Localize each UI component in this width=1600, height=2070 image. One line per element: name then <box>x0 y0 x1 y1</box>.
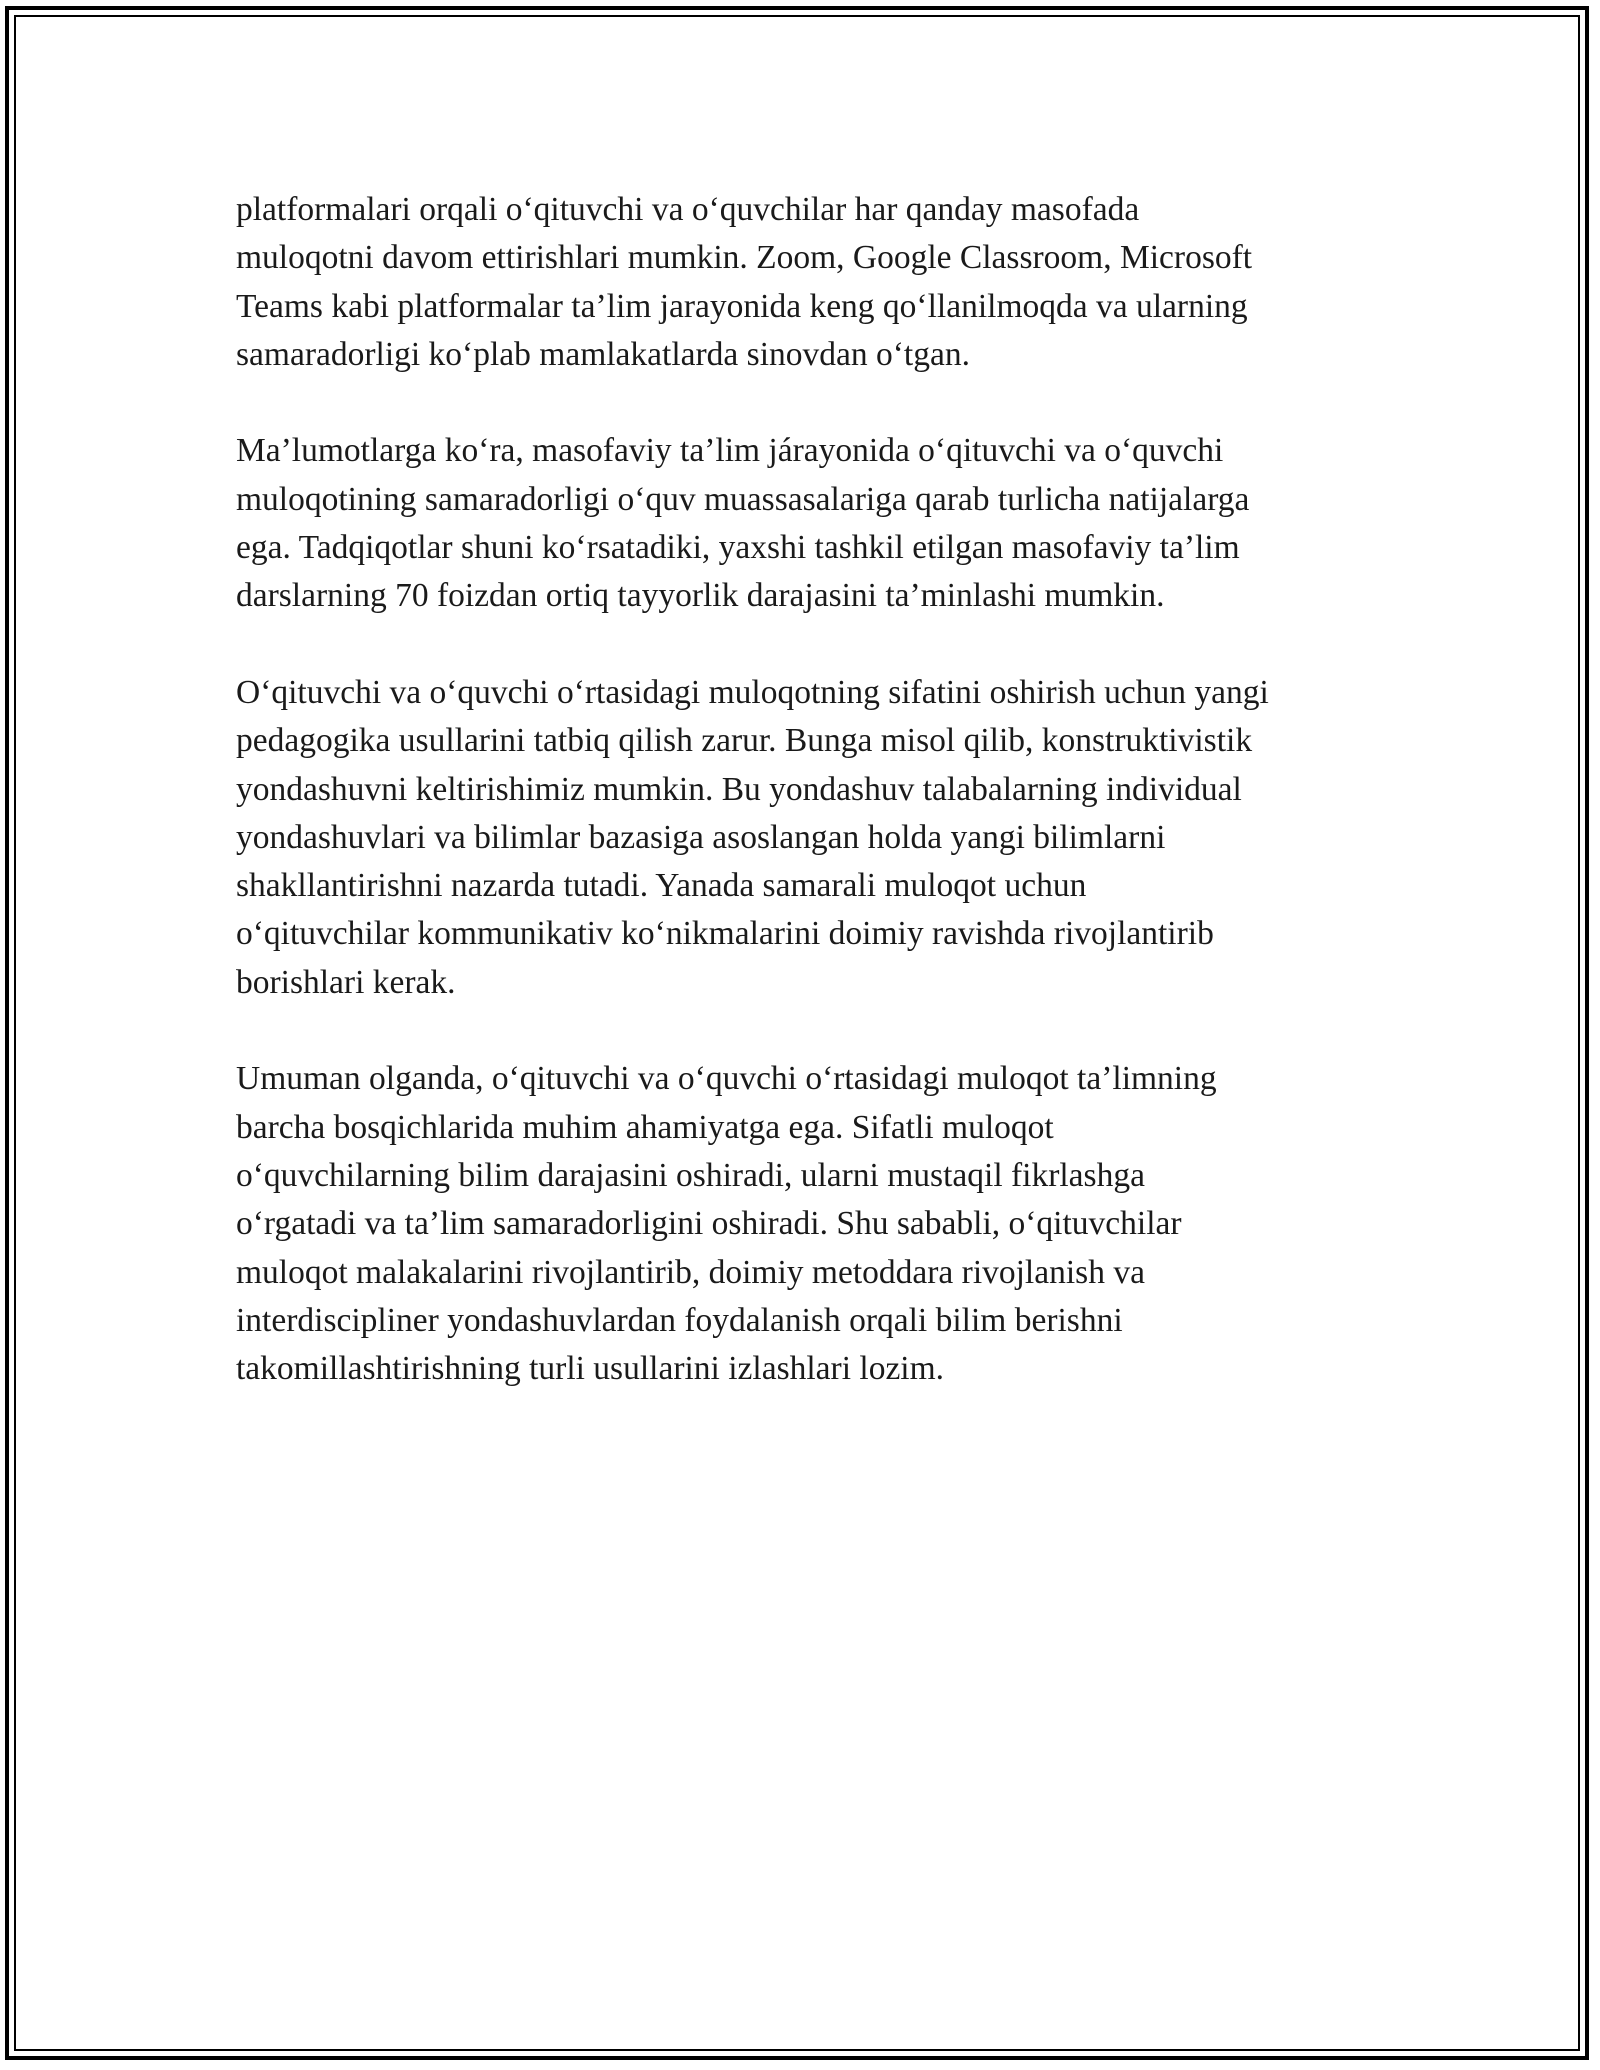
text-line: darslarning 70 foizdan ortiq tayyorlik darajasini ta’minlashi mumkin. <box>236 577 1165 615</box>
text-line: Umuman olganda, o‘qituvchi va o‘quvchi o‘rtasidagi muloqot ta’limning <box>236 1060 1217 1098</box>
text-line: interdiscipliner yondashuvlardan foydalanish orqali bilim berishni <box>236 1301 1123 1339</box>
text-line: takomillashtirishning turli usullarini izlashlari lozim. <box>236 1350 945 1388</box>
text-line: O‘qituvchi va o‘quvchi o‘rtasidagi muloqotning sifatini oshirish uchun yangi <box>236 673 1269 711</box>
text-line: muloqotining samaradorligi o‘quv muassasalariga qarab turlicha natijalarga <box>236 480 1250 518</box>
text-line: o‘quvchilarning bilim darajasini oshiradi, ularni mustaqil fikrlashga <box>236 1156 1145 1194</box>
paragraph-1 <box>236 186 1426 379</box>
paragraph-4 <box>236 1055 1426 1393</box>
text-line: borishlari kerak. <box>236 963 456 1001</box>
paragraph-2 <box>236 427 1426 620</box>
document-body <box>236 186 1426 1442</box>
text-line: shakllantirishni nazarda tutadi. Yanada samarali muloqot uchun <box>236 867 1087 905</box>
text-line: barcha bosqichlarida muhim ahamiyatga ega. Sifatli muloqot <box>236 1108 1054 1146</box>
text-line: samaradorligi ko‘plab mamlakatlarda sinovdan o‘tgan. <box>236 335 970 373</box>
text-line: o‘qituvchilar kommunikativ ko‘nikmalarini doimiy ravishda rivojlantirib <box>236 915 1214 953</box>
text-line: o‘rgatadi va ta’lim samaradorligini oshiradi. Shu sababli, o‘qituvchilar <box>236 1205 1182 1243</box>
text-line: Ma’lumotlarga ko‘ra, masofaviy ta’lim járayonida o‘qituvchi va o‘quvchi <box>236 432 1224 470</box>
text-line: muloqot malakalarini rivojlantirib, doimiy metoddara rivojlanish va <box>236 1253 1145 1291</box>
paragraph-3 <box>236 669 1426 1007</box>
text-line: yondashuvlari va bilimlar bazasiga asoslangan holda yangi bilimlarni <box>236 818 1166 856</box>
text-line: pedagogika usullarini tatbiq qilish zarur. Bunga misol qilib, konstruktivistik <box>236 722 1253 760</box>
text-line: ega. Tadqiqotlar shuni ko‘rsatadiki, yaxshi tashkil etilgan masofaviy ta’lim <box>236 529 1240 567</box>
text-line: muloqotni davom ettirishlari mumkin. Zoom, Google Classroom, Microsoft <box>236 239 1253 277</box>
text-line: Teams kabi platformalar ta’lim jarayonida keng qo‘llanilmoqda va ularning <box>236 287 1248 325</box>
text-line: yondashuvni keltirishimiz mumkin. Bu yondashuv talabalarning individual <box>236 770 1242 808</box>
text-line: platformalari orqali o‘qituvchi va o‘quvchilar har qanday masofada <box>236 191 1140 228</box>
